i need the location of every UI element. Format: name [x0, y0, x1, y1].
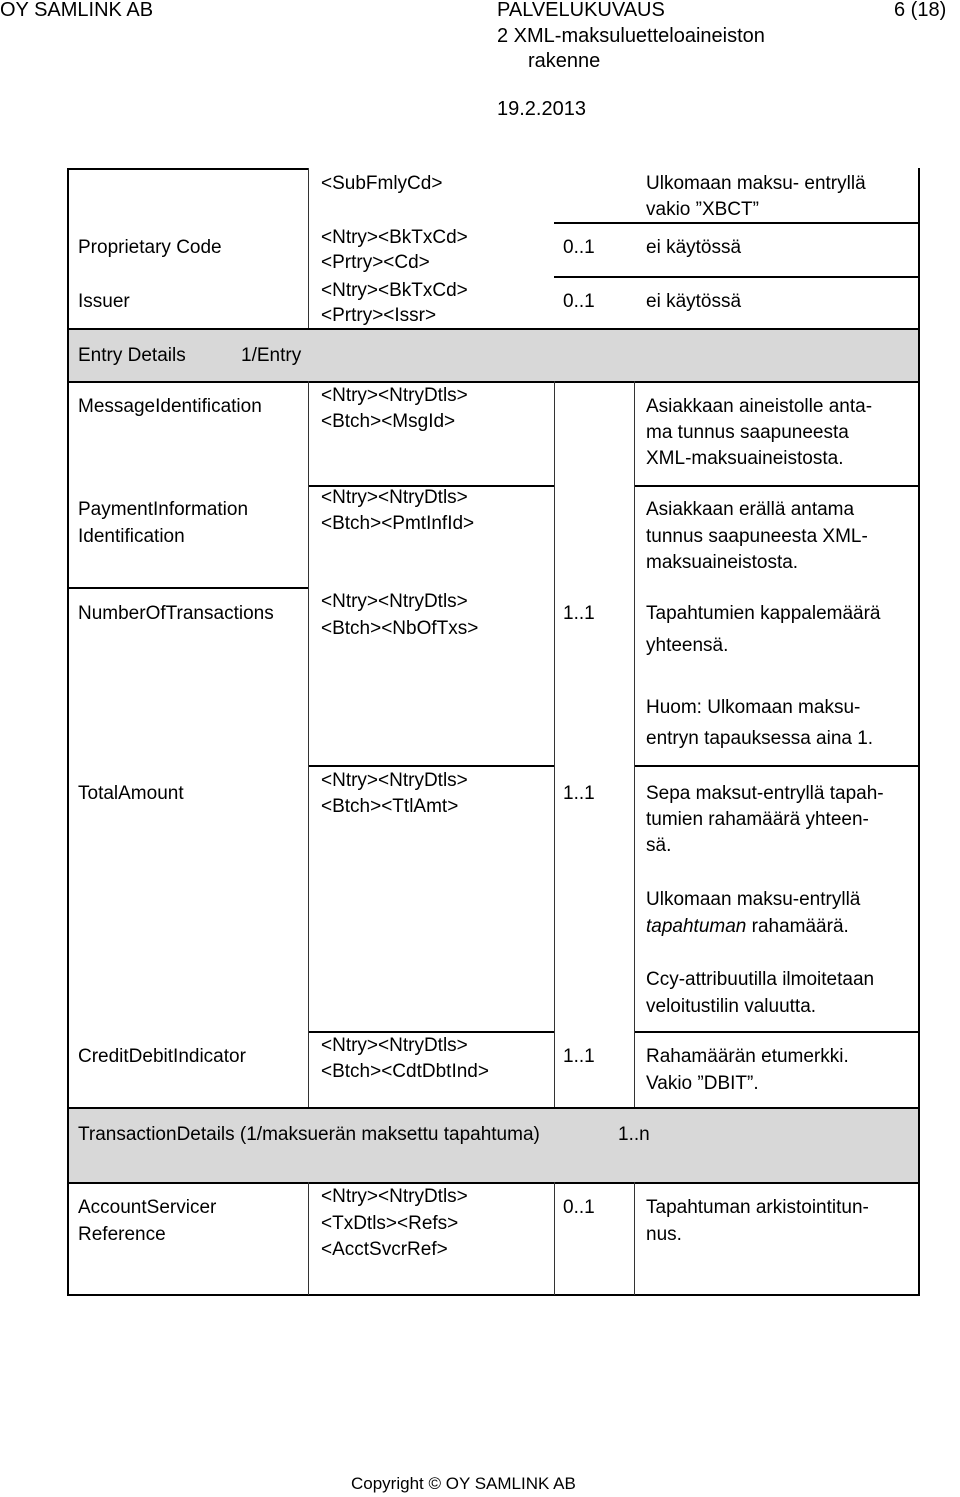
total-amount-desc-line2: tumien rahamäärä yhteen- [646, 809, 869, 830]
proprietary-tag-line1: <Ntry><BkTxCd> [321, 227, 468, 248]
issuer-tag-line2: <Prtry><Issr> [321, 305, 437, 326]
entry-details-occurrence: 1/Entry [241, 345, 302, 366]
payment-info-desc-line2: tunnus saapuneesta XML- [646, 526, 868, 547]
total-amount-note1-italic: tapahtuman [646, 916, 747, 937]
message-id-tag-line1: <Ntry><NtryDtls> [321, 385, 468, 406]
acct-svcr-name-line1: AccountServicer [78, 1197, 217, 1218]
acct-svcr-tag-line3: <AcctSvcrRef> [321, 1239, 448, 1260]
acct-svcr-name-line2: Reference [78, 1224, 166, 1245]
total-amount-occurrence: 1..1 [563, 783, 595, 804]
subfmly-desc-line2: vakio ”XBCT” [646, 199, 759, 220]
payment-info-name-line2: Identification [78, 526, 185, 547]
payment-info-tag-line1: <Ntry><NtryDtls> [321, 487, 468, 508]
num-tx-occurrence: 1..1 [563, 603, 595, 624]
proprietary-desc: ei käytössä [646, 237, 742, 258]
message-id-desc-line2: ma tunnus saapuneesta [646, 422, 849, 443]
company-name: OY SAMLINK AB [0, 0, 154, 21]
num-tx-note-line2: entryn tapauksessa aina 1. [646, 728, 874, 749]
document-type: PALVELUKUVAUS [497, 0, 665, 21]
proprietary-tag-line2: <Prtry><Cd> [321, 252, 430, 273]
payment-info-desc-line1: Asiakkaan erällä antama [646, 499, 855, 520]
total-amount-desc-line3: sä. [646, 835, 672, 856]
tx-details-name: TransactionDetails (1/maksuerän maksettu tapahtuma) [78, 1124, 540, 1145]
total-amount-desc-line1: Sepa maksut-entryllä tapah- [646, 783, 884, 804]
credit-debit-tag-line2: <Btch><CdtDbtInd> [321, 1061, 489, 1082]
num-tx-desc-line2: yhteensä. [646, 635, 729, 656]
credit-debit-desc-line1: Rahamäärän etumerkki. [646, 1046, 849, 1067]
total-amount-tag-line1: <Ntry><NtryDtls> [321, 770, 468, 791]
total-amount-note2-line2: veloitustilin valuutta. [646, 996, 817, 1017]
section-title-line2: rakenne [528, 50, 601, 72]
issuer-desc: ei käytössä [646, 291, 742, 312]
page-number: 6 (18) [894, 0, 947, 21]
issuer-tag-line1: <Ntry><BkTxCd> [321, 280, 468, 301]
total-amount-name: TotalAmount [78, 783, 184, 804]
total-amount-note1-line2 [646, 913, 849, 940]
acct-svcr-desc-line1: Tapahtuman arkistointitun- [646, 1197, 869, 1218]
total-amount-note2-line1: Ccy-attribuutilla ilmoitetaan [646, 969, 875, 990]
subfmly-desc-line1: Ulkomaan maksu- entryllä [646, 173, 866, 194]
entry-details-name: Entry Details [78, 345, 186, 366]
copyright-footer: Copyright © OY SAMLINK AB [351, 1474, 576, 1493]
credit-debit-name: CreditDebitIndicator [78, 1046, 246, 1067]
acct-svcr-tag-line1: <Ntry><NtryDtls> [321, 1186, 468, 1207]
message-id-desc-line1: Asiakkaan aineistolle anta- [646, 396, 873, 417]
num-tx-desc-line1: Tapahtumien kappalemäärä [646, 603, 881, 624]
proprietary-occurrence: 0..1 [563, 237, 595, 258]
issuer-occurrence: 0..1 [563, 291, 595, 312]
message-id-name: MessageIdentification [78, 396, 262, 417]
section-title-line1: 2 XML-maksuluetteloaineiston [497, 25, 765, 47]
message-id-tag-line2: <Btch><MsgId> [321, 411, 456, 432]
entry-details-band [67, 329, 919, 381]
total-amount-note1-rest: rahamäärä. [746, 916, 849, 937]
acct-svcr-occurrence: 0..1 [563, 1197, 595, 1218]
issuer-name: Issuer [78, 291, 130, 312]
tx-details-occurrence: 1..n [618, 1124, 650, 1145]
num-tx-note-line1: Huom: Ulkomaan maksu- [646, 697, 861, 718]
message-id-desc-line3: XML-maksuaineistosta. [646, 448, 844, 469]
credit-debit-desc-line2: Vakio ”DBIT”. [646, 1073, 759, 1094]
document-date: 19.2.2013 [497, 98, 586, 120]
acct-svcr-tag-line2: <TxDtls><Refs> [321, 1213, 459, 1234]
total-amount-note1-line1: Ulkomaan maksu-entryllä [646, 889, 861, 910]
payment-info-name-line1: PaymentInformation [78, 499, 249, 520]
subfmly-tag: <SubFmlyCd> [321, 173, 443, 194]
proprietary-code-name: Proprietary Code [78, 237, 222, 258]
num-tx-tag-line2: <Btch><NbOfTxs> [321, 618, 479, 639]
payment-info-tag-line2: <Btch><PmtInfId> [321, 513, 475, 534]
acct-svcr-desc-line2: nus. [646, 1224, 682, 1245]
payment-info-desc-line3: maksuaineistosta. [646, 552, 799, 573]
num-tx-name: NumberOfTransactions [78, 603, 274, 624]
num-tx-tag-line1: <Ntry><NtryDtls> [321, 591, 468, 612]
total-amount-tag-line2: <Btch><TtlAmt> [321, 796, 459, 817]
credit-debit-tag-line1: <Ntry><NtryDtls> [321, 1035, 468, 1056]
credit-debit-occurrence: 1..1 [563, 1046, 595, 1067]
